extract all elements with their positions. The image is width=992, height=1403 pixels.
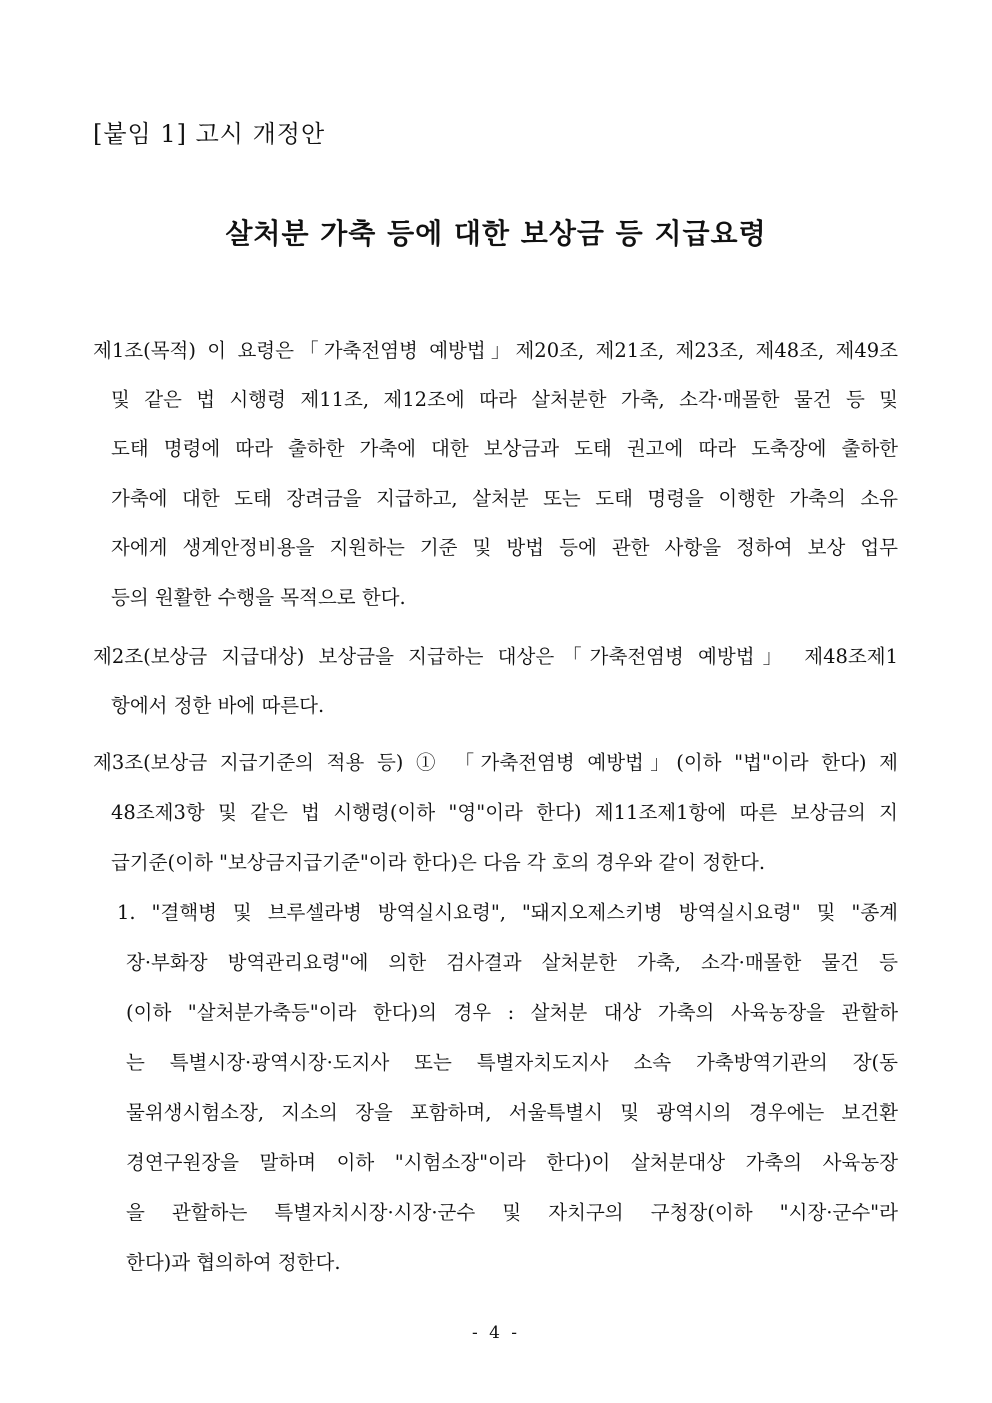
article-3-line-3: 급기준(이하 "보상금지급기준"이라 한다)은 다음 각 호의 경우와 같이 정한다.: [111, 851, 766, 874]
article-1-line-4: 가축에 대한 도태 장려금을 지급하고, 살처분 또는 도태 명령을 이행한 가축의 소유: [111, 487, 898, 510]
article-1-line-3: 도태 명령에 따라 출하한 가축에 대한 보상금과 도태 권고에 따라 도축장에 출하한: [111, 437, 898, 460]
article-1-line-6: 등의 원활한 수행을 목적으로 한다.: [111, 586, 406, 609]
article-2-line-1: 제2조(보상금 지급대상) 보상금을 지급하는 대상은「가축전염병 예방법」 제48조제1: [93, 645, 898, 668]
attachment-label: [붙임 1] 고시 개정안: [93, 120, 326, 148]
document-title: 살처분 가축 등에 대한 보상금 등 지급요령: [225, 217, 767, 250]
article-3-line-2: 48조제3항 및 같은 법 시행령(이하 "영"이라 한다) 제11조제1항에 따른 보상금의 지: [111, 801, 898, 824]
item-1-line-2: 장·부화장 방역관리요령"에 의한 검사결과 살처분한 가축, 소각·매몰한 물건 등: [126, 951, 898, 974]
page-number: - 4 -: [471, 1323, 521, 1343]
item-1-line-8: 한다)과 협의하여 정한다.: [126, 1251, 341, 1274]
item-1-line-7: 을 관할하는 특별자치시장·시장·군수 및 자치구의 구청장(이하 "시장·군수"라: [126, 1201, 898, 1224]
item-1-line-3: (이하 "살처분가축등"이라 한다)의 경우 : 살처분 대상 가축의 사육농장을 관할하: [126, 1001, 898, 1024]
item-1-line-5: 물위생시험소장, 지소의 장을 포함하며, 서울특별시 및 광역시의 경우에는 보건환: [126, 1101, 898, 1124]
article-1-line-1: 제1조(목적) 이 요령은「가축전염병 예방법」제20조, 제21조, 제23조, 제48조, 제49조: [93, 339, 898, 362]
article-1-line-5: 자에게 생계안정비용을 지원하는 기준 및 방법 등에 관한 사항을 정하여 보상 업무: [111, 536, 898, 559]
article-3-line-1: 제3조(보상금 지급기준의 적용 등) ① 「가축전염병 예방법」(이하 "법"이라 한다) 제: [93, 751, 898, 774]
article-1-line-2: 및 같은 법 시행령 제11조, 제12조에 따라 살처분한 가축, 소각·매몰한 물건 등 및: [111, 388, 898, 411]
item-1-line-1: 1. "결핵병 및 브루셀라병 방역실시요령", "돼지오제스키병 방역실시요령" 및 "종계: [117, 901, 898, 924]
item-1-line-4: 는 특별시장·광역시장·도지사 또는 특별자치도지사 소속 가축방역기관의 장(동: [126, 1051, 898, 1074]
article-2-line-2: 항에서 정한 바에 따른다.: [111, 694, 325, 717]
item-1-line-6: 경연구원장을 말하며 이하 "시험소장"이라 한다)이 살처분대상 가축의 사육농장: [126, 1151, 898, 1174]
